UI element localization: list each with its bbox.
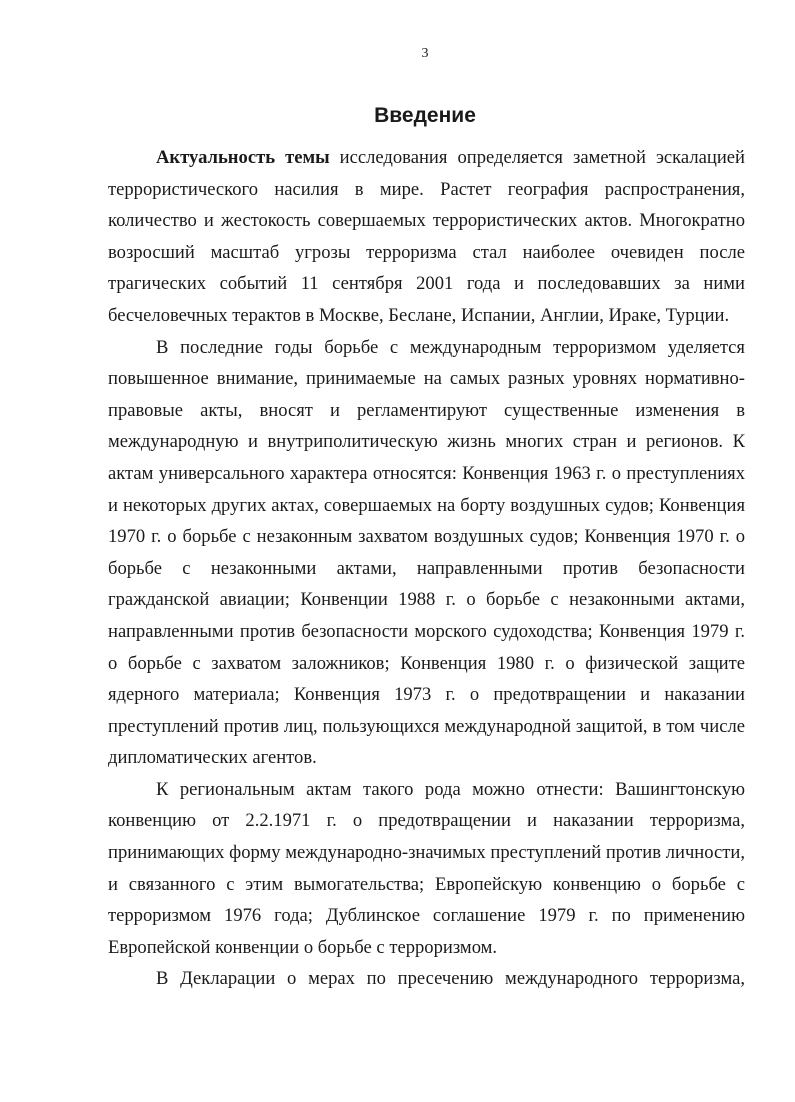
paragraph-declaration: В Декларации о мерах по пресечению международного терроризма, (156, 968, 745, 990)
relevance-text: исследования определяется заметной эскалацией террористического насилия в мире. Растет география распространения, количество и жестокость совершаемых террористических актов. Многократно возросший масштаб угрозы терроризма стал наиболее очевиден после трагических событий 11 сентября 2001 года и последовавших за ними бесчеловечных терактов в Москве, Беслане, Испании, Англии, Ираке, Турции. (108, 147, 745, 326)
body-text (108, 142, 745, 995)
paragraph-relevance (108, 142, 745, 332)
relevance-lead: Актуальность темы (156, 147, 330, 168)
page-number: 3 (421, 46, 429, 61)
paragraph-universal-acts: В последние годы борьбе с международным терроризмом уделяется повышенное внимание, принимаемые на самых разных уровнях нормативно-правовые акты, вносят и регламентируют существенные изменения в международную и внутриполитическую жизнь многих стран и регионов. К актам универсального характера относятся: Конвенция 1963 г. о преступлениях и некоторых других актах, совершаемых на борту воздушных судов; Конвенция 1970 г. о борьбе с незаконным захватом воздушных судов; Конвенция 1970 г. о борьбе с незаконными актами, направленными против безопасности гражданской авиации; Конвенции 1988 г. о борьбе с незаконными актами, направленными против безопасности морского судоходства; Конвенция 1979 г. о борьбе с захватом заложников; Конвенция 1980 г. о физической защите ядерного материала; Конвенция 1973 г. о предотвращении и наказании преступлений против лиц, пользующихся международной защитой, в том числе дипломатических агентов. (108, 336, 745, 769)
paragraph-regional-acts: К региональным актам такого рода можно отнести: Вашингтонскую конвенцию от 2.2.1971 г. о предотвращении и наказании терроризма, принимающих форму международно-значимых преступлений против личности, и связанного с этим вымогательства; Европейскую конвенцию о борьбе с терроризмом 1976 года; Дублинское соглашение 1979 г. по применению Европейской конвенции о борьбе с терроризмом. (108, 778, 745, 958)
section-heading: Введение (374, 104, 476, 127)
